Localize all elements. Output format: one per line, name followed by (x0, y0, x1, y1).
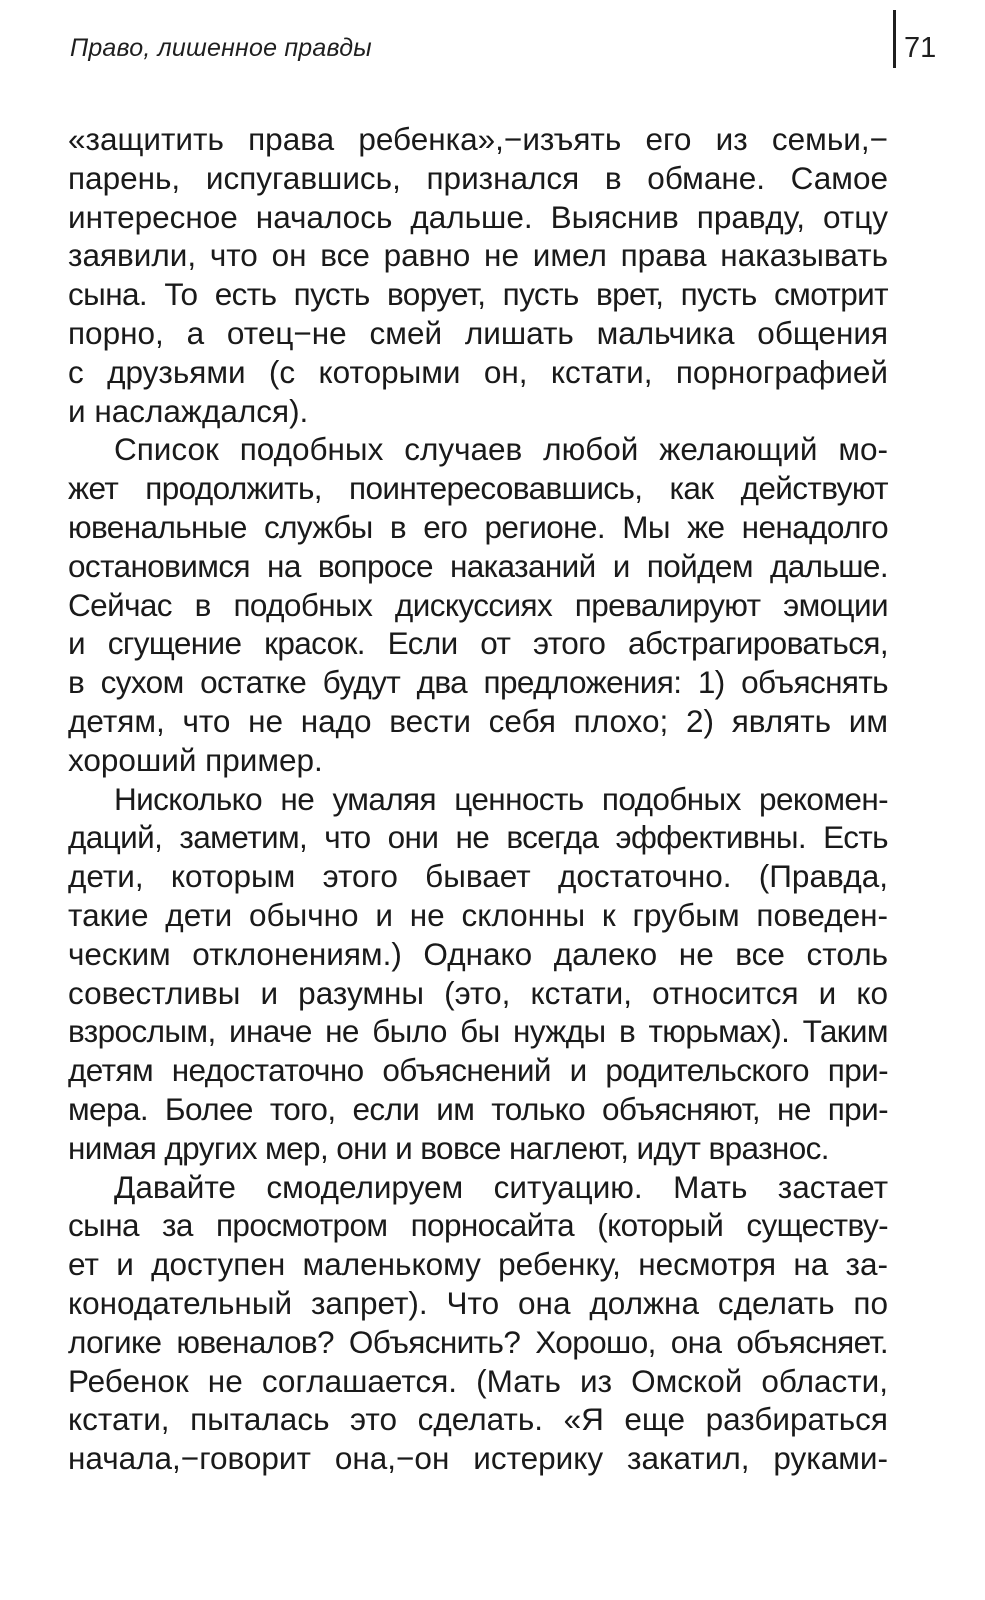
text-line: порно, а отец−не смей лишать мальчика общения (68, 314, 888, 351)
text-line: ет и доступен маленькому ребенку, несмотря на за- (68, 1246, 888, 1283)
text-line: взрослым, иначе не было бы нужды в тюрьмах). Таким (68, 1013, 888, 1050)
text-line: сына. То есть пусть ворует, пусть врет, пусть смотрит (68, 276, 888, 313)
text-line: дети, которым этого бывает достаточно. (Правда, (68, 858, 888, 895)
text-line: Список подобных случаев любой желающий мо- (114, 431, 888, 468)
text-line: сына за просмотром порносайта (который существу- (68, 1207, 888, 1244)
page-number: 71 (904, 32, 937, 64)
text-line: остановимся на вопросе наказаний и пойдем дальше. (68, 547, 888, 584)
text-line: детям, что не надо вести себя плохо; 2) являть им (68, 702, 888, 739)
text-line: хороший пример. (68, 741, 323, 778)
text-line: Сейчас в подобных дискуссиях превалируют эмоции (68, 586, 888, 623)
text-line: Нисколько не умаляя ценность подобных рекомен- (114, 780, 888, 817)
text-line: логике ювеналов? Объяснить? Хорошо, она объясняет. (68, 1323, 888, 1360)
text-line: даций, заметим, что они не всегда эффективны. Есть (68, 819, 888, 856)
text-line: детям недостаточно объяснений и родительского при- (68, 1052, 888, 1089)
text-line: нимая других мер, они и вовсе наглеют, идут вразнос. (68, 1129, 829, 1166)
text-line: мера. Более того, если им только объясняют, не при- (68, 1090, 888, 1127)
text-line: Давайте смоделируем ситуацию. Мать застает (114, 1168, 888, 1205)
text-line: парень, испугавшись, признался в обмане. Самое (68, 159, 888, 196)
text-line: интересное началось дальше. Выяснив правду, отцу (68, 198, 888, 235)
text-line: совестливы и разумны (это, кстати, относится и ко (68, 974, 888, 1011)
text-line: жет продолжить, поинтересовавшись, как действуют (68, 470, 888, 507)
text-line: заявили, что он все равно не имел права наказывать (68, 237, 888, 274)
text-line: начала,−говорит она,−он истерику закатил, руками- (68, 1440, 888, 1477)
header-rule (893, 10, 896, 68)
running-title: Право, лишенное правды (70, 34, 372, 62)
text-line: кстати, пыталась это сделать. «Я еще разбираться (68, 1401, 888, 1438)
text-line: ческим отклонениям.) Однако далеко не все столь (68, 935, 888, 972)
text-line: такие дети обычно и не склонны к грубым поведен- (68, 896, 888, 933)
body-text (68, 120, 888, 1478)
text-line: и сгущение красок. Если от этого абстрагироваться, (68, 625, 888, 662)
text-line: «защитить права ребенка»,−изъять его из семьи,− (68, 121, 888, 157)
text-line: ювенальные службы в его регионе. Мы же ненадолго (68, 508, 888, 545)
text-line: конодательный запрет). Что она должна сделать по (68, 1284, 888, 1321)
text-line: Ребенок не соглашается. (Мать из Омской области, (68, 1362, 888, 1399)
text-line: в сухом остатке будут два предложения: 1) объяснять (68, 664, 888, 701)
text-line: и наслаждался). (68, 392, 309, 429)
text-line: с друзьями (с которыми он, кстати, порнографией (68, 353, 888, 390)
